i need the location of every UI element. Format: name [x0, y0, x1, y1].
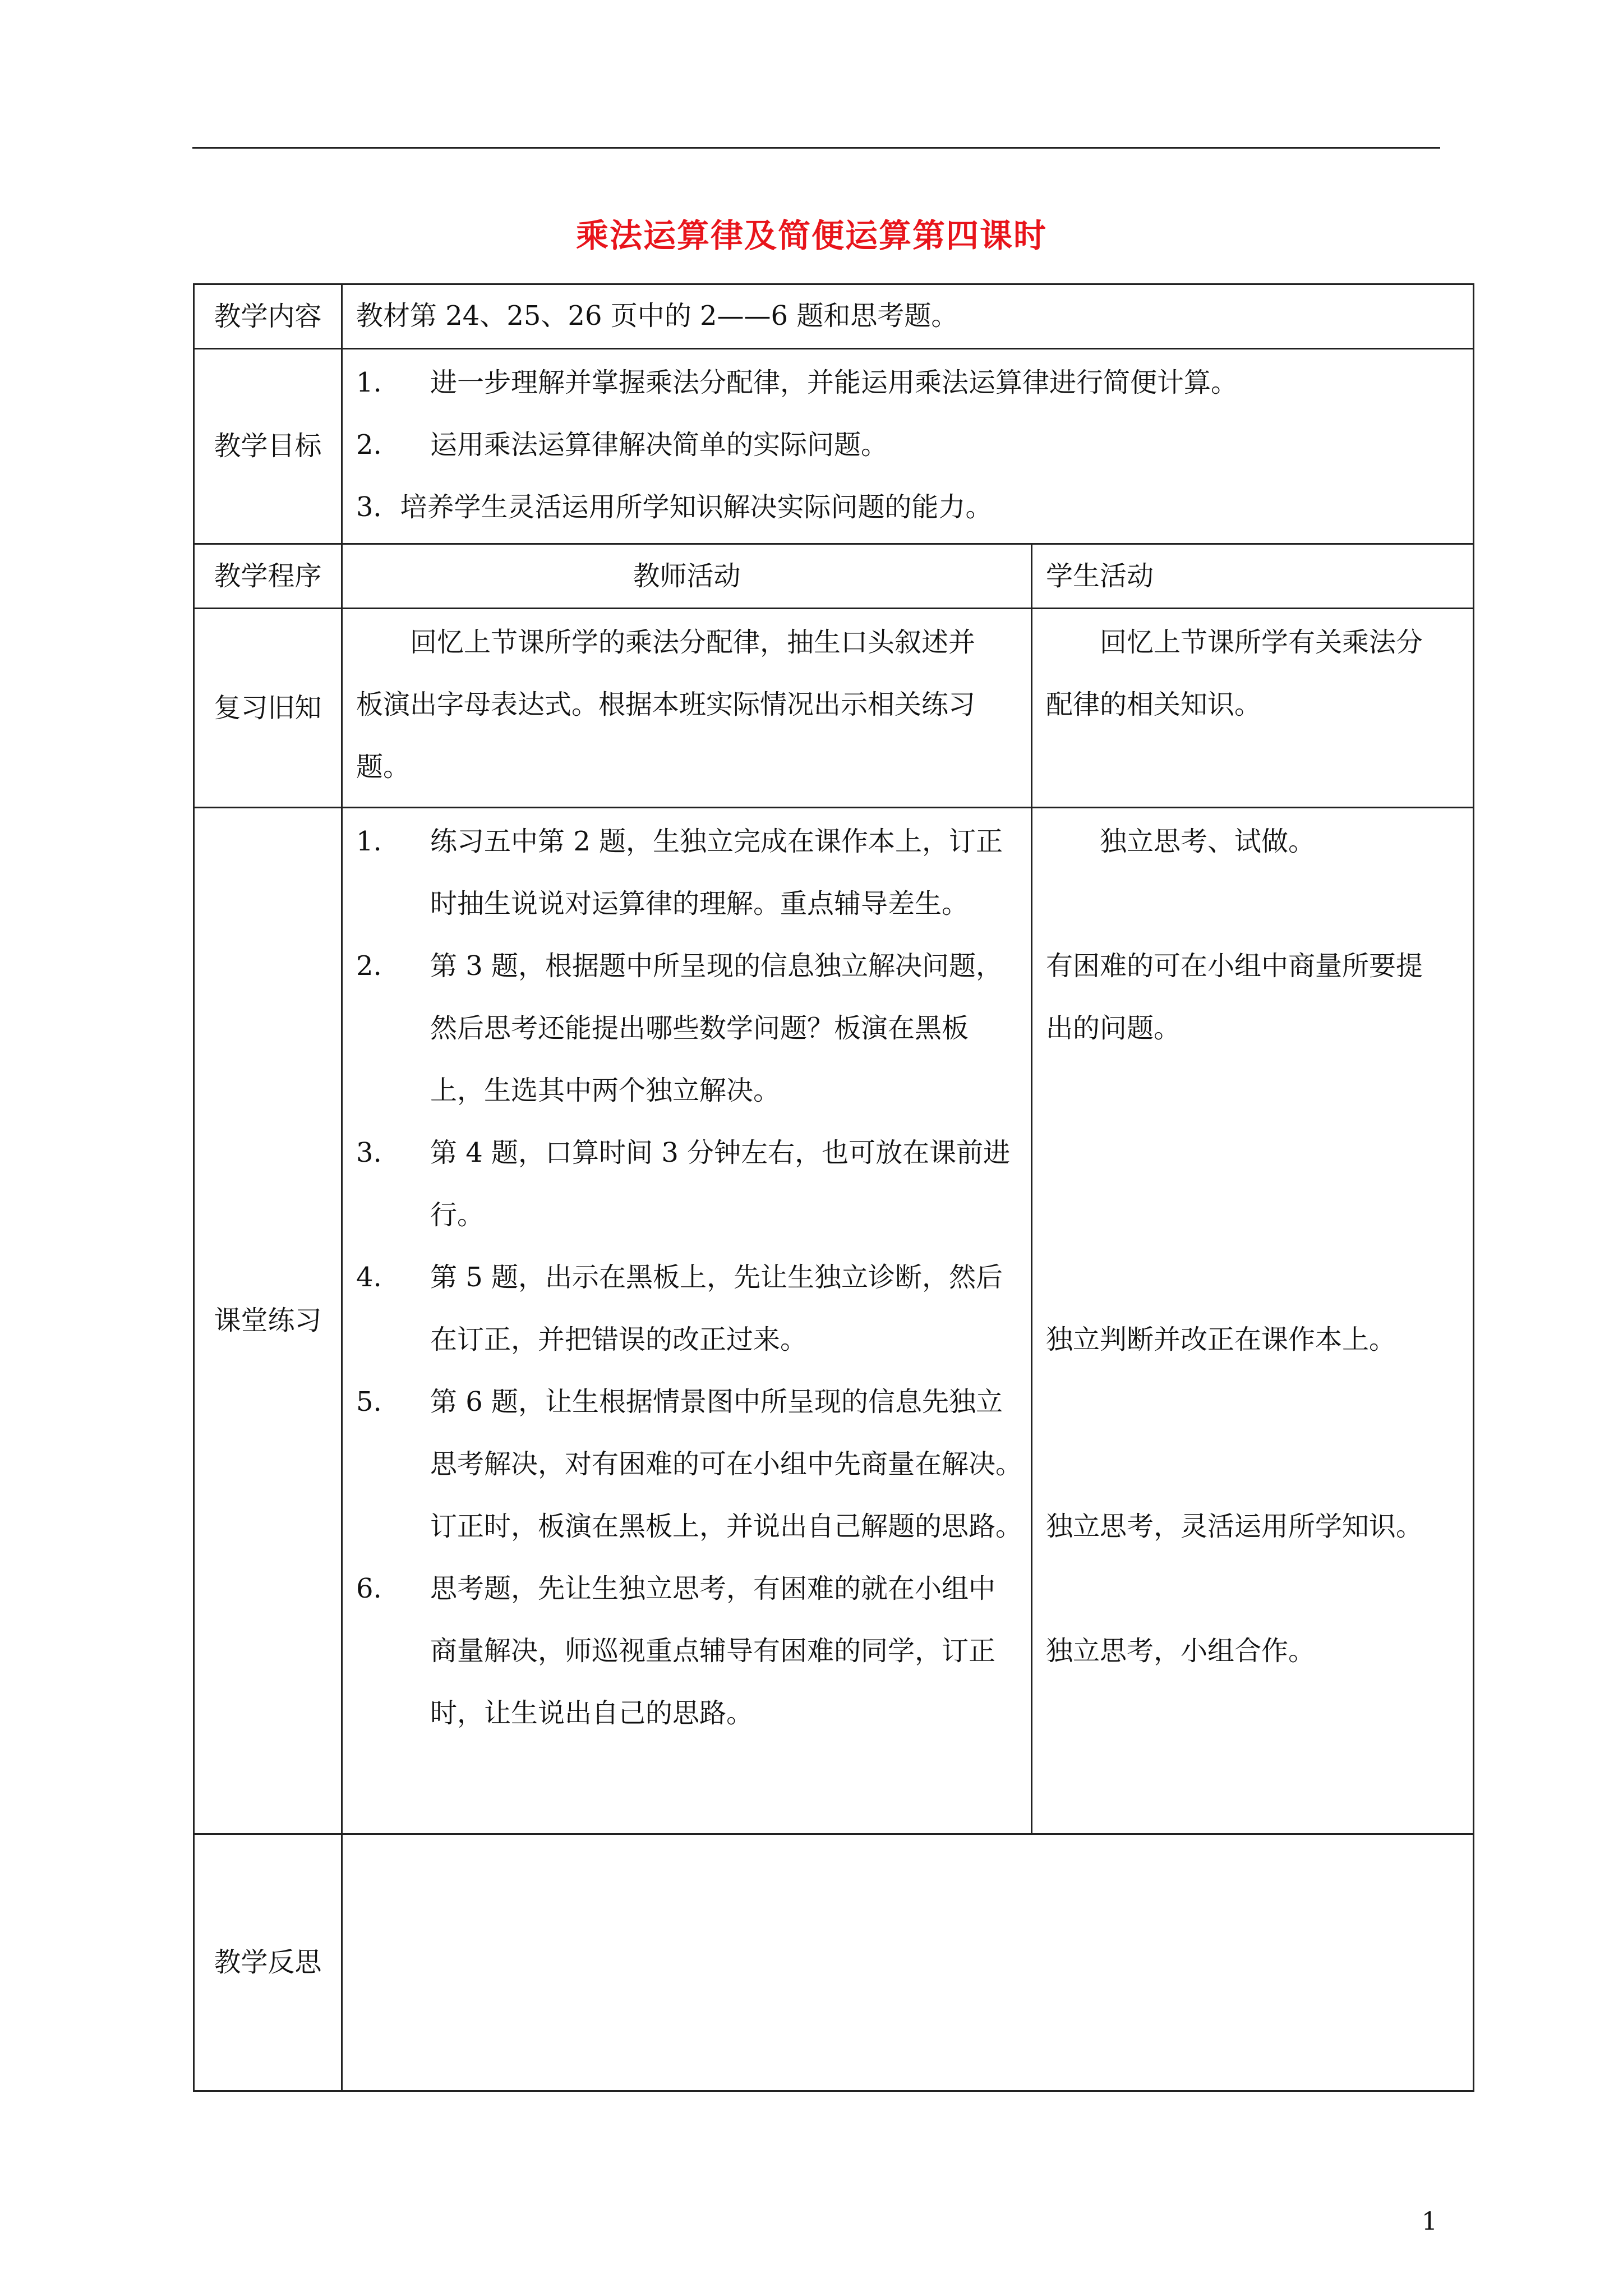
review-student-line: 配律的相关知识。 — [1046, 689, 1262, 720]
content-text: 教材第 24、25、26 页中的 2——6 题和思考题。 — [356, 300, 958, 332]
goal-text: 运用乘法运算律解决简单的实际问题。 — [430, 429, 888, 461]
document-title: 乘法运算律及简便运算第四课时 — [575, 217, 1047, 255]
review-teacher-line: 题。 — [356, 751, 411, 783]
row-reflection — [194, 1834, 1474, 2091]
label-procedure: 教学程序 — [194, 544, 342, 609]
practice-number: 6. — [356, 1573, 382, 1604]
goal-text: 进一步理解并掌握乘法分配律，并能运用乘法运算律进行简便计算。 — [430, 367, 1238, 398]
practice-number: 2. — [356, 950, 382, 982]
practice-line: 订正时，板演在黑板上，并说出自己解题的思路。 — [430, 1511, 1023, 1542]
practice-number: 1. — [356, 826, 382, 857]
label-review: 复习旧知 — [194, 609, 342, 808]
practice-line: 在订正，并把错误的改正过来。 — [430, 1324, 808, 1355]
practice-line: 商量解决，师巡视重点辅导有困难的同学，订正 — [430, 1635, 996, 1667]
practice-student-line: 独立思考，小组合作。 — [1046, 1635, 1316, 1667]
practice-student-line: 出的问题。 — [1046, 1013, 1181, 1044]
row-content — [194, 284, 1474, 349]
goal-number: 2. — [356, 429, 382, 461]
practice-student-cell — [1032, 808, 1474, 1834]
practice-number: 3. — [356, 1137, 382, 1168]
practice-student-line: 独立判断并改正在课作本上。 — [1046, 1324, 1396, 1355]
label-content: 教学内容 — [194, 284, 342, 349]
content-cell — [342, 284, 1474, 349]
practice-item — [356, 1122, 1017, 1246]
practice-line: 时抽生说说对运算律的理解。重点辅导差生。 — [430, 888, 969, 919]
practice-line: 第 6 题，让生根据情景图中所呈现的信息先独立 — [430, 1386, 1003, 1418]
practice-line: 然后思考还能提出哪些数学问题？板演在黑板 — [430, 1013, 969, 1044]
practice-line: 行。 — [430, 1199, 485, 1231]
review-student-line: 回忆上节课所学有关乘法分 — [1100, 627, 1423, 658]
practice-line: 思考解决，对有困难的可在小组中先商量在解决。 — [430, 1448, 1023, 1480]
practice-line: 练习五中第 2 题，生独立完成在课作本上，订正 — [430, 826, 1003, 857]
practice-line: 第 3 题，根据题中所呈现的信息独立解决问题， — [430, 950, 1003, 982]
practice-item — [356, 1246, 1017, 1371]
goal-text: 3．培养学生灵活运用所学知识解决实际问题的能力。 — [356, 491, 993, 523]
goal-item — [356, 476, 1459, 539]
practice-number: 5. — [356, 1386, 382, 1418]
goals-cell — [342, 349, 1474, 544]
label-goals: 教学目标 — [194, 349, 342, 544]
page-number: 1 — [1422, 2207, 1437, 2236]
practice-line: 上，生选其中两个独立解决。 — [430, 1075, 781, 1106]
header-student-activity-cell — [1032, 544, 1474, 609]
practice-item — [356, 935, 1017, 1122]
reflection-cell — [342, 1834, 1474, 2091]
practice-student-line: 独立思考、试做。 — [1100, 826, 1316, 857]
goal-item — [356, 414, 1459, 476]
review-student-cell — [1032, 609, 1474, 808]
practice-line: 思考题，先让生独立思考，有困难的就在小组中 — [430, 1573, 996, 1604]
review-teacher-cell — [342, 609, 1032, 808]
goal-item — [356, 352, 1459, 414]
practice-number: 4. — [356, 1262, 382, 1293]
lesson-plan-table — [193, 283, 1474, 2092]
practice-student-line: 独立思考，灵活运用所学知识。 — [1046, 1511, 1423, 1542]
row-practice — [194, 808, 1474, 1834]
header-teacher-activity: 教师活动 — [342, 544, 1032, 609]
practice-student-line: 有困难的可在小组中商量所要提 — [1046, 950, 1423, 982]
practice-item — [356, 1371, 1023, 1558]
label-reflection: 教学反思 — [194, 1834, 342, 2091]
header-student-activity: 学生活动 — [1046, 560, 1154, 592]
practice-item — [356, 811, 1017, 935]
review-teacher-line: 板演出字母表达式。根据本班实际情况出示相关练习 — [356, 689, 976, 720]
practice-item — [356, 1558, 1017, 1745]
goal-number: 1. — [356, 367, 382, 398]
header-rule — [192, 147, 1440, 149]
review-teacher-line: 回忆上节课所学的乘法分配律，抽生口头叙述并 — [410, 627, 976, 658]
practice-line: 时，让生说出自己的思路。 — [430, 1697, 754, 1729]
row-goals — [194, 349, 1474, 544]
practice-line: 第 5 题，出示在黑板上，先让生独立诊断，然后 — [430, 1262, 1003, 1293]
label-practice: 课堂练习 — [194, 808, 342, 1834]
row-procedure — [194, 544, 1474, 609]
practice-teacher-cell — [342, 808, 1032, 1834]
practice-line: 第 4 题，口算时间 3 分钟左右，也可放在课前进 — [430, 1137, 1011, 1168]
row-review — [194, 609, 1474, 808]
